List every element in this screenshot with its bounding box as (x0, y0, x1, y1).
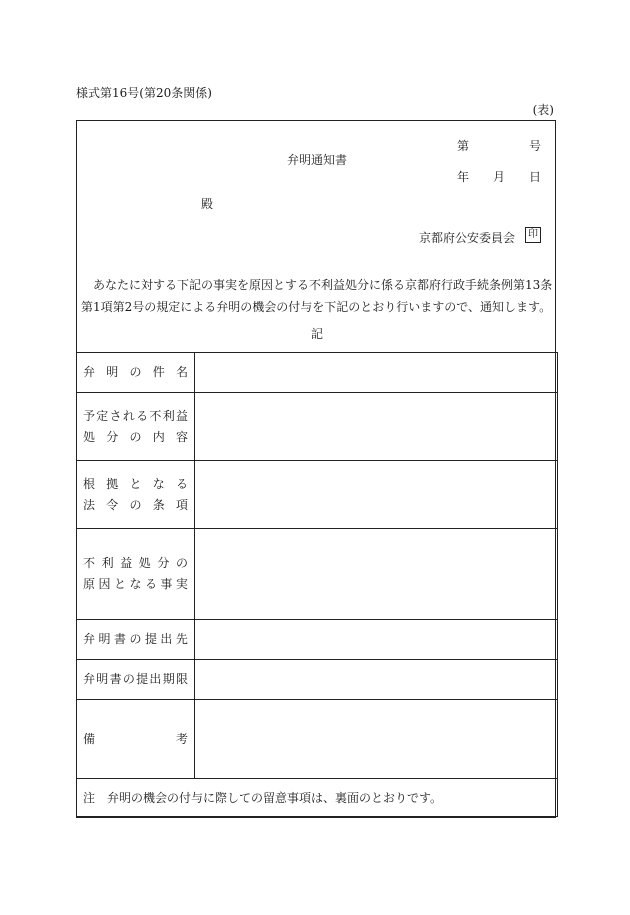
item-value-cell[interactable] (195, 461, 558, 529)
seal-stamp-box: 印 (525, 227, 541, 243)
ki-heading: 記 (311, 327, 324, 341)
notice-header-section (77, 121, 555, 353)
item-label-cell (77, 393, 195, 461)
table-row (77, 529, 558, 620)
notice-body-line-2: 第1項第2号の規定による弁明の機会の付与を下記のとおり行いますので、通知します。 (81, 300, 552, 314)
notice-form (76, 120, 556, 818)
item-label-cell (77, 660, 195, 700)
item-label-line: 法 令 の 条 項 (83, 497, 188, 512)
document-number-line (457, 137, 542, 153)
date-month: 月 (493, 170, 506, 184)
table-row (77, 393, 558, 461)
addressee-honorific: 殿 (201, 197, 214, 211)
notice-body-line-1: あなたに対する下記の事実を原因とする不利益処分に係る京都府行政手続条例第13条 (93, 278, 553, 292)
table-row (77, 353, 558, 393)
date-day: 日 (529, 170, 542, 184)
table-row (77, 660, 558, 700)
item-label-line: 備 考 (83, 731, 188, 746)
item-label-line: 処 分 の 内 容 (83, 429, 188, 444)
item-label-line: 弁 明 書 の 提 出 先 (83, 632, 188, 646)
front-side-label: (表) (532, 103, 554, 117)
item-value-cell[interactable] (195, 353, 558, 393)
item-value-cell[interactable] (195, 529, 558, 620)
item-value-cell[interactable] (195, 660, 558, 700)
table-row (77, 461, 558, 529)
item-label-line: 不 利 益 処 分 の (83, 556, 188, 570)
document-title: 弁明通知書 (287, 153, 348, 167)
item-label-line: 根 拠 と な る (83, 476, 188, 491)
item-label-cell (77, 620, 195, 660)
number-prefix: 第 (457, 139, 470, 153)
item-label-line: 弁 明 の 件 名 (83, 365, 188, 379)
item-value-cell[interactable] (195, 700, 558, 779)
note-row (77, 779, 558, 817)
date-year: 年 (457, 170, 470, 184)
item-label-line: 原 因 と な る 事 実 (83, 577, 188, 591)
item-label-line: 弁 明 書 の 提 出 期 限 (83, 672, 188, 686)
items-table (76, 352, 558, 817)
table-row (77, 700, 558, 779)
item-label-cell (77, 353, 195, 393)
date-line (457, 168, 542, 184)
item-label-cell (77, 700, 195, 779)
item-value-cell[interactable] (195, 620, 558, 660)
number-suffix: 号 (529, 139, 542, 153)
notice-body (81, 274, 551, 318)
issuer-name: 京都府公安委員会 (418, 231, 515, 245)
item-label-cell (77, 461, 195, 529)
note-text: 注 弁明の機会の付与に際しての留意事項は、裏面のとおりです。 (77, 779, 558, 817)
table-row (77, 620, 558, 660)
item-value-cell[interactable] (195, 393, 558, 461)
item-label-line: 予 定 さ れ る 不 利 益 (83, 408, 188, 423)
item-label-cell (77, 529, 195, 620)
form-number-label: 様式第16号(第20条関係) (76, 86, 212, 100)
